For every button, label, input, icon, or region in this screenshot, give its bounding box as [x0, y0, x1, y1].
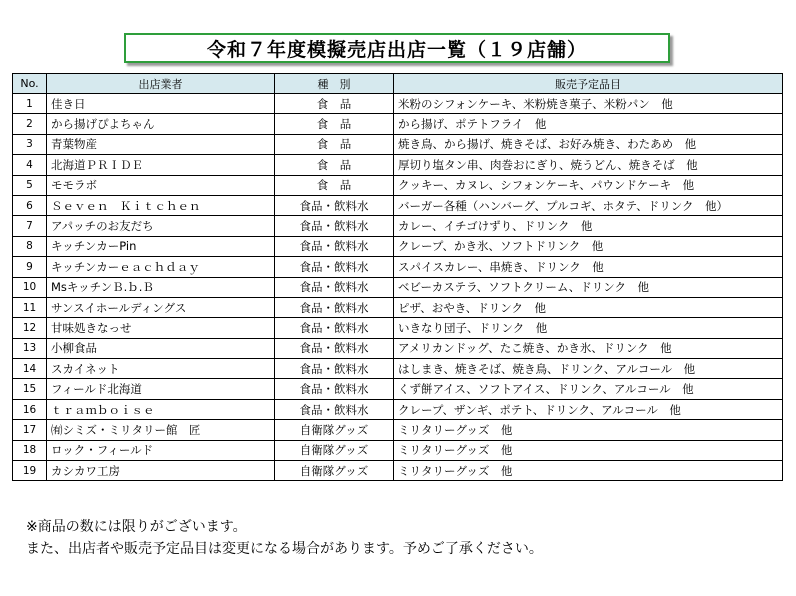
vendor-name: 小柳食品 — [47, 338, 275, 358]
header-no: No. — [13, 74, 47, 94]
planned-items: ミリタリーグッズ 他 — [394, 461, 783, 481]
vendor-type: 自衛隊グッズ — [275, 420, 394, 440]
row-number: 19 — [13, 461, 47, 481]
vendor-type: 食 品 — [275, 94, 394, 114]
vendor-name: ㈲シミズ・ミリタリー館 匠 — [47, 420, 275, 440]
header-type: 種 別 — [275, 74, 394, 94]
table-row — [13, 297, 783, 317]
row-number: 16 — [13, 399, 47, 419]
planned-items: クッキー、カヌレ、シフォンケーキ、パウンドケーキ 他 — [394, 175, 783, 195]
table-header-row — [13, 74, 783, 94]
header-vendor: 出店業者 — [47, 74, 275, 94]
table-row — [13, 216, 783, 236]
table-row — [13, 94, 783, 114]
row-number: 17 — [13, 420, 47, 440]
table-row — [13, 277, 783, 297]
vendor-type: 食品・飲料水 — [275, 236, 394, 256]
planned-items: アメリカンドッグ、たこ焼き、かき氷、ドリンク 他 — [394, 338, 783, 358]
vendor-type: 自衛隊グッズ — [275, 461, 394, 481]
vendor-type: 食 品 — [275, 155, 394, 175]
note-line: また、出店者や販売予定品目は変更になる場合があります。予めご了承ください。 — [26, 541, 543, 557]
vendor-name: Ｓｅｖｅｎ Ｋｉｔｃｈｅｎ — [47, 195, 275, 215]
page-title — [124, 33, 670, 63]
table-row — [13, 399, 783, 419]
page-title-text: 令和７年度模擬売店出店一覧（１９店舗） — [206, 38, 587, 61]
vendor-name: モモラボ — [47, 175, 275, 195]
row-number: 4 — [13, 155, 47, 175]
row-number: 6 — [13, 195, 47, 215]
vendor-name: フィールド北海道 — [47, 379, 275, 399]
header-items: 販売予定品目 — [394, 74, 783, 94]
table-row — [13, 359, 783, 379]
vendor-type: 食 品 — [275, 134, 394, 154]
planned-items: クレープ、ザンギ、ポテト、ドリンク、アルコール 他 — [394, 399, 783, 419]
row-number: 3 — [13, 134, 47, 154]
vendor-type: 食品・飲料水 — [275, 338, 394, 358]
vendor-type: 食品・飲料水 — [275, 297, 394, 317]
vendor-type: 食品・飲料水 — [275, 379, 394, 399]
table-row — [13, 114, 783, 134]
table-row — [13, 175, 783, 195]
planned-items: 厚切り塩タン串、肉巻おにぎり、焼うどん、焼きそば 他 — [394, 155, 783, 175]
vendor-table-body — [13, 94, 783, 481]
vendor-type: 自衛隊グッズ — [275, 440, 394, 460]
vendor-type: 食品・飲料水 — [275, 216, 394, 236]
row-number: 10 — [13, 277, 47, 297]
planned-items: バーガー各種（ハンバーグ、プルコギ、ホタテ、ドリンク 他） — [394, 195, 783, 215]
vendor-name: アパッチのお友だち — [47, 216, 275, 236]
planned-items: ベビーカステラ、ソフトクリーム、ドリンク 他 — [394, 277, 783, 297]
row-number: 8 — [13, 236, 47, 256]
row-number: 15 — [13, 379, 47, 399]
vendor-type: 食品・飲料水 — [275, 318, 394, 338]
vendor-name: から揚げぴよちゃん — [47, 114, 275, 134]
row-number: 1 — [13, 94, 47, 114]
planned-items: ミリタリーグッズ 他 — [394, 420, 783, 440]
table-row — [13, 236, 783, 256]
table-row — [13, 461, 783, 481]
vendor-name: MsキッチンＢ.ｂ.Ｂ — [47, 277, 275, 297]
row-number: 9 — [13, 257, 47, 277]
planned-items: くず餅アイス、ソフトアイス、ドリンク、アルコール 他 — [394, 379, 783, 399]
vendor-type: 食品・飲料水 — [275, 257, 394, 277]
table-row — [13, 379, 783, 399]
planned-items: ピザ、おやき、ドリンク 他 — [394, 297, 783, 317]
vendor-name: ロック・フィールド — [47, 440, 275, 460]
vendor-name: 北海道ＰＲＩＤＥ — [47, 155, 275, 175]
vendor-name: サンスイホールディングス — [47, 297, 275, 317]
vendor-name: キッチンカーｅａｃｈｄａｙ — [47, 257, 275, 277]
table-row — [13, 318, 783, 338]
planned-items: カレー、イチゴけずり、ドリンク 他 — [394, 216, 783, 236]
table-row — [13, 338, 783, 358]
vendor-name: ｔｒａｍｂｏｉｓｅ — [47, 399, 275, 419]
vendor-name: キッチンカーPin — [47, 236, 275, 256]
vendor-name: カシカワ工房 — [47, 461, 275, 481]
table-row — [13, 420, 783, 440]
planned-items: ミリタリーグッズ 他 — [394, 440, 783, 460]
vendor-type: 食品・飲料水 — [275, 399, 394, 419]
vendor-name: 甘味処きなっせ — [47, 318, 275, 338]
row-number: 2 — [13, 114, 47, 134]
vendor-type: 食品・飲料水 — [275, 277, 394, 297]
planned-items: 米粉のシフォンケーキ、米粉焼き菓子、米粉パン 他 — [394, 94, 783, 114]
row-number: 14 — [13, 359, 47, 379]
notes — [26, 516, 543, 560]
row-number: 7 — [13, 216, 47, 236]
row-number: 5 — [13, 175, 47, 195]
vendor-type: 食品・飲料水 — [275, 195, 394, 215]
table-row — [13, 440, 783, 460]
vendor-type: 食品・飲料水 — [275, 359, 394, 379]
vendor-name: 佳き日 — [47, 94, 275, 114]
planned-items: スパイスカレー、串焼き、ドリンク 他 — [394, 257, 783, 277]
planned-items: クレープ、かき氷、ソフトドリンク 他 — [394, 236, 783, 256]
planned-items: いきなり団子、ドリンク 他 — [394, 318, 783, 338]
table-row — [13, 195, 783, 215]
planned-items: から揚げ、ポテトフライ 他 — [394, 114, 783, 134]
vendor-name: スカイネット — [47, 359, 275, 379]
row-number: 18 — [13, 440, 47, 460]
table-row — [13, 155, 783, 175]
planned-items: はしまき、焼きそば、焼き鳥、ドリンク、アルコール 他 — [394, 359, 783, 379]
table-row — [13, 257, 783, 277]
vendor-table — [12, 73, 783, 481]
planned-items: 焼き鳥、から揚げ、焼きそば、お好み焼き、わたあめ 他 — [394, 134, 783, 154]
vendor-type: 食 品 — [275, 175, 394, 195]
vendor-type: 食 品 — [275, 114, 394, 134]
row-number: 13 — [13, 338, 47, 358]
row-number: 11 — [13, 297, 47, 317]
table-row — [13, 134, 783, 154]
note-line: ※商品の数には限りがございます。 — [26, 519, 247, 535]
vendor-name: 青葉物産 — [47, 134, 275, 154]
row-number: 12 — [13, 318, 47, 338]
